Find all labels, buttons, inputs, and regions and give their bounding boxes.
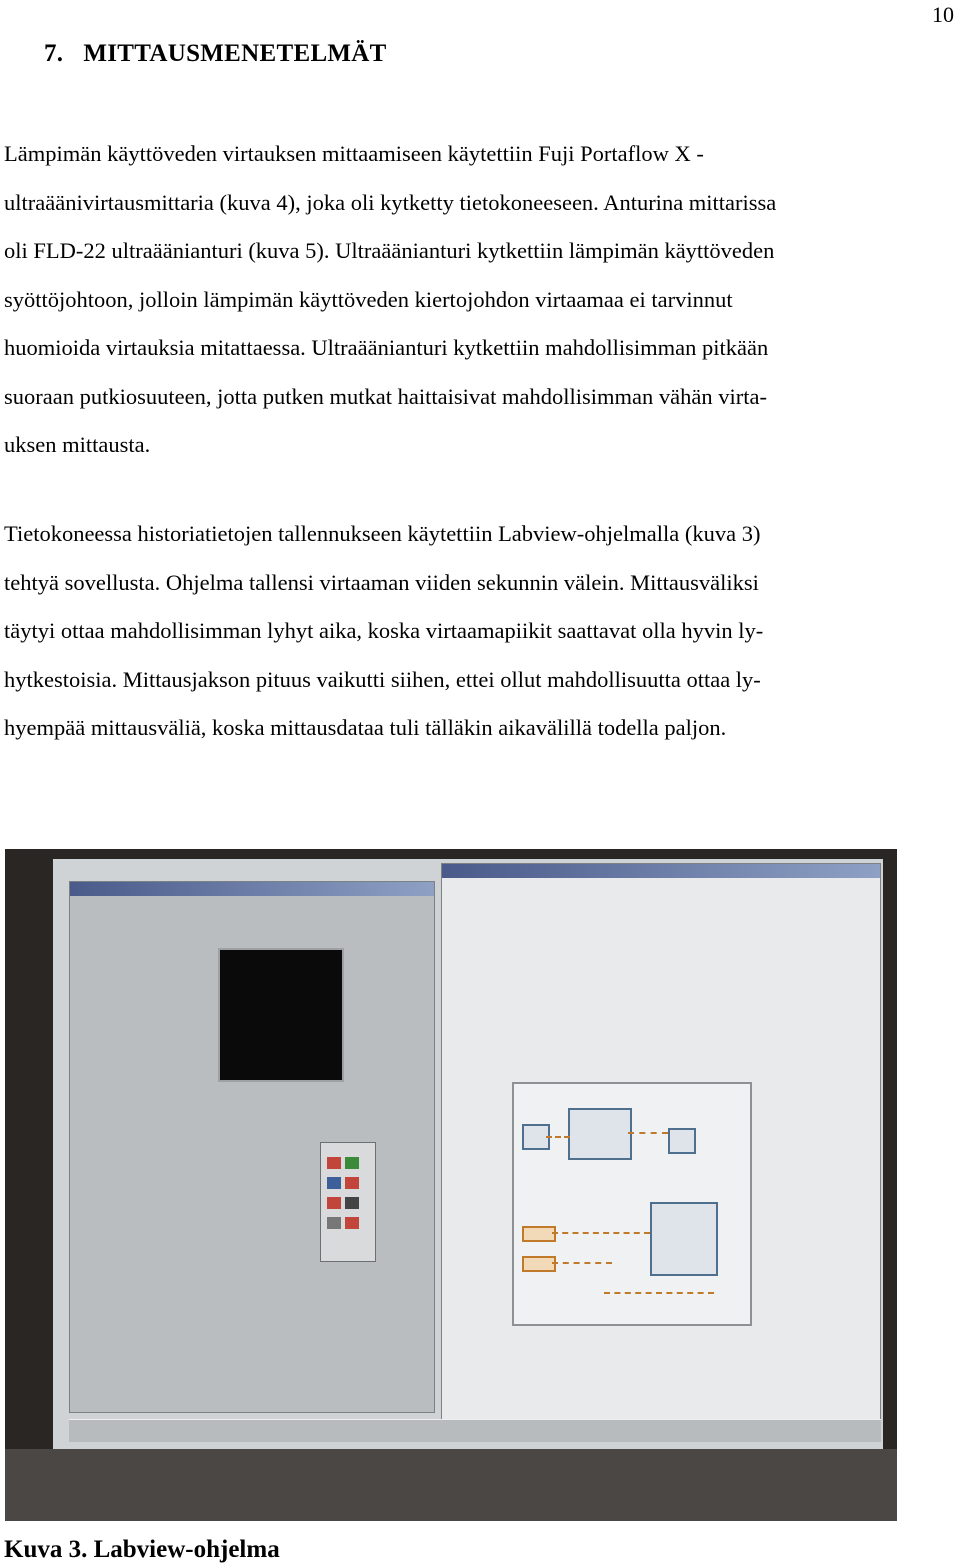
while-loop-frame [512,1082,752,1326]
paragraph-line: oli FLD-22 ultraäänianturi (kuva 5). Ultraäänianturi kytkettiin lämpimän käyttöveden [4,238,775,263]
wire [552,1232,650,1234]
paragraph-line: hytkestoisia. Mittausjakson pituus vaikutti siihen, ettei ollut mahdollisuutta ottaa ly- [4,666,761,692]
diagram-node [522,1256,556,1272]
laptop-screen [53,859,883,1449]
block-diagram-window [441,863,881,1425]
taskbar [69,1419,881,1442]
paragraph-line: Lämpimän käyttöveden virtauksen mittaamiseen käytettiin Fuji Portaflow X - [4,141,704,166]
paragraph-line: tehtyä sovellusta. Ohjelma tallensi virtaaman viiden sekunnin välein. Mittausväliksi [4,569,759,595]
diagram-node [522,1226,556,1242]
labview-photo [5,849,897,1521]
diagram-node [650,1202,718,1276]
paragraph-line: suoraan putkiosuuteen, jotta putken mutkat haittaisivat mahdollisimman vähän virta- [4,383,767,409]
diagram-node [568,1108,632,1160]
wire [552,1262,612,1264]
section-heading [44,40,387,68]
diagram-node [668,1128,696,1154]
wire [604,1292,714,1294]
window-titlebar [70,882,434,896]
paragraph-line: täytyi ottaa mahdollisimman lyhyt aika, koska virtaamapiikit saattavat olla hyvin ly- [4,618,764,643]
window-titlebar [442,864,880,878]
paragraph-1 [4,130,944,470]
paragraph-line: syöttöjohtoon, jolloin lämpimän käyttöveden kiertojohdon virtaamaa ei tarvinnut [4,286,733,312]
section-title: MITTAUSMENETELMÄT [83,40,387,67]
tools-palette [320,1142,376,1262]
page-number: 10 [932,2,954,27]
section-number: 7. [44,40,64,67]
waveform-graph [218,948,344,1082]
paragraph-line: hyempää mittausväliä, koska mittausdataa tuli tälläkin aikavälillä todella paljon. [4,715,727,740]
wire [628,1132,668,1134]
laptop-bezel [5,1449,897,1521]
paragraph-line: ultraäänivirtausmittaria (kuva 4), joka oli kytketty tietokoneeseen. Anturina mittarissa [4,189,777,215]
paragraph-line: huomioida virtauksia mitattaessa. Ultraäänianturi kytkettiin mahdollisimman pitkään [4,335,769,360]
figure-caption: Kuva 3. Labview-ohjelma [4,1536,280,1563]
wire [546,1136,570,1138]
paragraph-line: uksen mittausta. [4,432,151,457]
paragraph-line: Tietokoneessa historiatietojen tallennukseen käytettiin Labview-ohjelmalla (kuva 3) [4,521,761,546]
front-panel-window [69,881,435,1413]
paragraph-2 [4,510,944,753]
